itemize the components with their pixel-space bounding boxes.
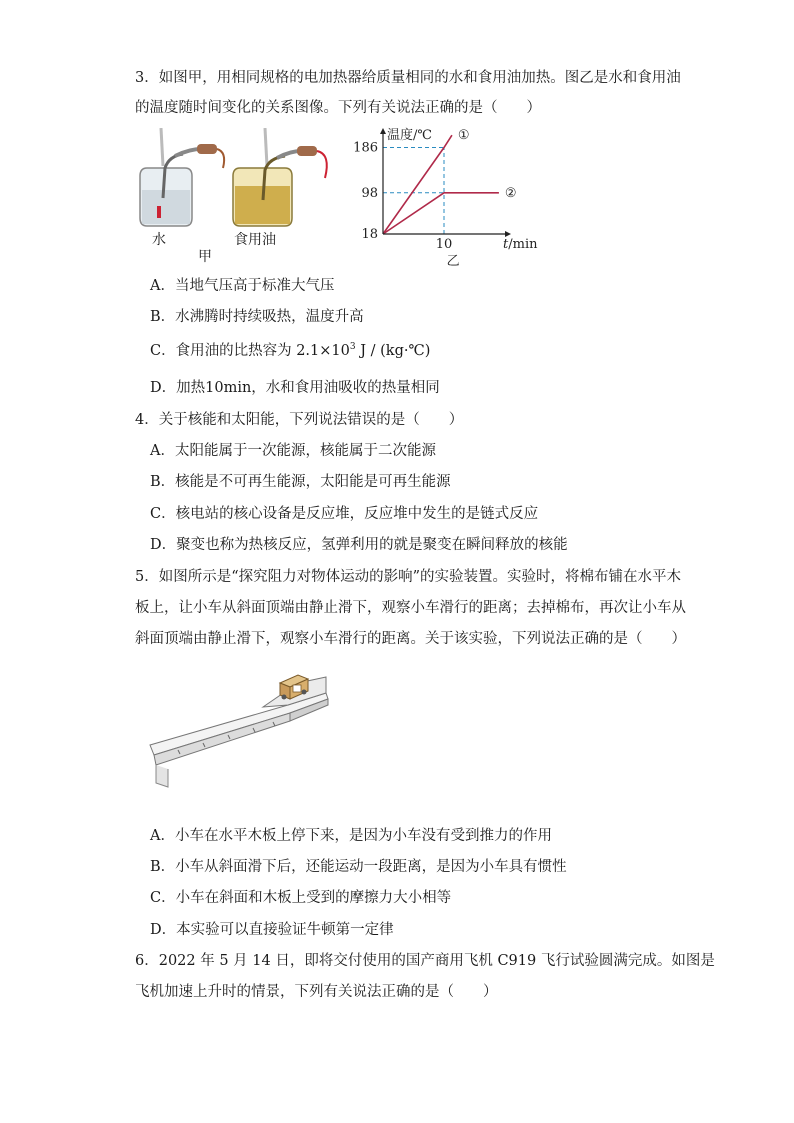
label-water: 水 [152,232,166,248]
q3-stem-line2: 的温度随时间变化的关系图像。下列有关说法正确的是（ ） [135,100,541,116]
series-label-2: ② [504,185,517,201]
q3-option-c-unit: J / (kg·℃) [355,343,431,359]
q3-option-d: D．加热10min，水和食用油吸收的热量相同 [150,380,440,396]
y-tick-label-186: 186 [353,140,378,156]
x-axis-label-unit: /min [508,237,538,252]
label-oil: 食用油 [234,232,276,248]
q5-option-a: A．小车在水平木板上停下来，是因为小车没有受到推力的作用 [150,828,552,844]
q5-stem-line1: 5．如图所示是“探究阻力对物体运动的影响”的实验装置。实验时，将棉布铺在水平木 [135,569,682,585]
series-label-1: ① [457,128,470,144]
oil-beaker-image [233,128,327,226]
q5-option-d: D．本实验可以直接验证牛顿第一定律 [150,922,394,938]
caption-jia: 甲 [198,249,212,265]
q4-option-b: B．核能是不可再生能源，太阳能是可再生能源 [150,474,451,490]
q3-option-b: B．水沸腾时持续吸热，温度升高 [150,309,364,325]
y-tick-label-98: 98 [361,185,378,201]
figure-jia-beakers [135,128,340,233]
caption-yi: 乙 [446,254,460,268]
water-beaker-image [140,128,224,226]
x-tick-label-10: 10 [435,237,453,252]
temperature-time-chart [345,122,545,268]
q6-stem-line1: 6．2022 年 5 月 14 日，即将交付使用的国产商用飞机 C919 飞行试验圆满完成。如图是 [135,953,715,969]
y-axis-arrow [380,128,386,134]
q5-stem-line2: 板上，让小车从斜面顶端由静止滑下，观察小车滑行的距离；去掉棉布，再次让小车从 [135,600,686,616]
q4-option-d: D．聚变也称为热核反应，氢弹利用的就是聚变在瞬间释放的核能 [150,537,568,553]
q3-option-c-exponent: 3 [349,342,356,352]
series-line-1 [383,135,452,234]
q3-option-c-text: C．食用油的比热容为 2.1×10 [150,343,350,359]
q4-option-c: C．核电站的核心设备是反应堆，反应堆中发生的是链式反应 [150,506,539,522]
q5-stem-line3: 斜面顶端由静止滑下，观察小车滑行的距离。关于该实验，下列说法正确的是（ ） [135,631,686,647]
incline-cart-figure [148,665,333,795]
x-axis-label-variable: t [503,237,509,252]
y-axis-label: 温度/℃ [387,128,432,143]
y-tick-label-18: 18 [361,227,378,242]
series-line-2 [383,193,499,234]
x-axis-label [503,237,538,252]
q3-stem-line1: 3．如图甲，用相同规格的电加热器给质量相同的水和食用油加热。图乙是水和食用油 [135,70,681,86]
q4-option-a: A．太阳能属于一次能源，核能属于二次能源 [150,443,436,459]
q3-option-c [150,341,430,361]
q6-stem-line2: 飞机加速上升时的情景，下列有关说法正确的是（ ） [135,984,498,1000]
q5-option-b: B．小车从斜面滑下后，还能运动一段距离，是因为小车具有惯性 [150,859,567,875]
q5-option-c: C．小车在斜面和木板上受到的摩擦力大小相等 [150,890,452,906]
q3-option-a: A．当地气压高于标准大气压 [150,278,335,294]
q4-stem: 4．关于核能和太阳能，下列说法错误的是（ ） [135,412,464,428]
